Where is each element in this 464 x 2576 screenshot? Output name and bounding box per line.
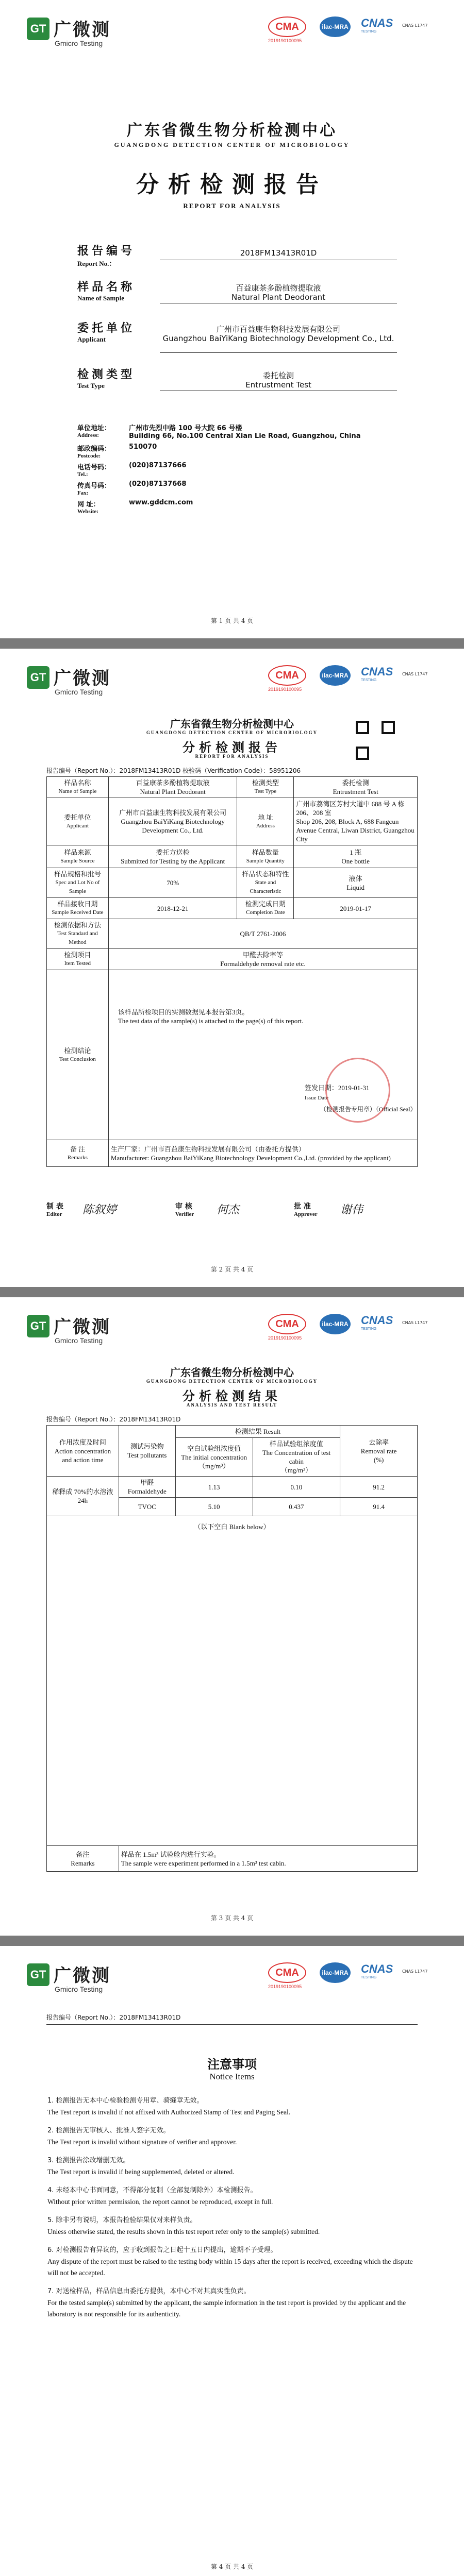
- lab-name-en: GUANGDONG DETECTION CENTER OF MICROBIOLOGY: [146, 730, 318, 735]
- approver-signature: 谢伟: [340, 1204, 363, 1216]
- page-header: [0, 1297, 464, 1354]
- cnas-number: CNAS L1747: [402, 1969, 428, 1974]
- header-action: 作用浓度及时间 Action concentration and action time: [47, 1426, 119, 1477]
- editor-label: 制 表 Editor: [46, 1202, 63, 1217]
- pollutant-cell: 甲醛 Formaldehyde: [119, 1477, 175, 1498]
- brand-name-cn: 广微测: [54, 668, 111, 689]
- list-item: 2. 检测报告无审核人、批准人签字无效。 The Test report is invalid without signature of verifier and approver.: [47, 2127, 237, 2146]
- signature-row: [46, 1201, 418, 1227]
- removal-cell: 91.4: [340, 1498, 418, 1516]
- table-row: [47, 1477, 418, 1498]
- lab-name-cn: 广东省微生物分析检测中心: [170, 718, 294, 730]
- cnas-mark: CNAS TESTING: [361, 1962, 393, 1979]
- gmicro-logo-icon: GT: [27, 1315, 49, 1337]
- issue-date-en: Issue Date: [304, 1095, 328, 1101]
- pollutant-cell: TVOC: [119, 1498, 175, 1516]
- report-title: 分析检测报告: [136, 172, 328, 198]
- ilac-mark: ilac-MRA: [320, 1314, 355, 1341]
- lab-name-cn: 广东省微生物分析检测中心: [127, 122, 337, 140]
- official-seal-note: （检测报告专用章）（Official Seal）: [320, 1106, 417, 1113]
- brand-name-cn: 广微测: [54, 20, 111, 40]
- report-title-en: REPORT FOR ANALYSIS: [195, 754, 269, 759]
- page-header: [0, 1946, 464, 2003]
- list-item: 6. 对检测报告有异议的，应于收到报告之日起十五日内提出，逾期不予受理。 Any dispute of the report must be raised to the testing body within 15 days after the report is received, exceeding which the dispute will not be accepted.: [47, 2246, 413, 2277]
- header-initial: 空白试验组浓度值 The initial concentration （mg/m³）: [175, 1438, 253, 1477]
- completion-date-value: 2019-01-17: [294, 898, 418, 919]
- gmicro-logo-icon: GT: [27, 18, 49, 40]
- results-title-en: ANALYSIS AND TEST RESULT: [186, 1402, 278, 1408]
- brand-name-cn: 广微测: [54, 1965, 111, 1986]
- applicant-label: 委托单位 Applicant: [47, 798, 109, 845]
- page-number: 第 1 页 共 4 页: [210, 617, 254, 624]
- report-number-line: 报告编号（Report No.）：2018FM13413R01D: [46, 1416, 181, 1423]
- notice-list: [47, 2095, 417, 2327]
- initial-cell: 5.10: [175, 1498, 253, 1516]
- cnas-mark: CNAS TESTING: [361, 16, 393, 33]
- list-item: 1. 检测报告无本中心检验检测专用章、骑缝章无效。 The Test report is invalid if not affixed with Authorized Stamp of Test and Paging Seal.: [47, 2097, 291, 2116]
- sample-quantity-value: 1 瓶 One bottle: [294, 845, 418, 868]
- official-seal-stamp: [325, 1058, 390, 1123]
- page-header: [0, 0, 464, 57]
- cma-mark: CMA 2019190100095: [268, 1962, 309, 1989]
- divider: [46, 2024, 418, 2025]
- brand-name-en: Gmicro Testing: [55, 1985, 103, 1993]
- lab-name-en: GUANGDONG DETECTION CENTER OF MICROBIOLOGY: [146, 1379, 318, 1384]
- tel-row: 电话号码： Tel.: (020)87137666: [77, 462, 187, 478]
- sample-source-label: 样品来源 Sample Source: [47, 845, 109, 868]
- brand-name-cn: 广微测: [54, 1317, 111, 1337]
- header-result: 检测结果 Result: [175, 1426, 340, 1438]
- sample-name-value: 百益康茶多酚植物提取液 Natural Plant Deodorant: [108, 777, 237, 798]
- item-tested-value: 甲醛去除率等 Formaldehyde removal rate etc.: [108, 949, 417, 970]
- state-value: 液体 Liquid: [294, 868, 418, 898]
- header-removal: 去除率 Removal rate (%): [340, 1426, 418, 1477]
- final-cell: 0.437: [253, 1498, 340, 1516]
- website-row: 网 址： Website: www.gddcm.com: [77, 499, 193, 515]
- brand-name-en: Gmicro Testing: [55, 39, 103, 47]
- sample-quantity-label: 样品数量 Sample Quantity: [237, 845, 294, 868]
- gmicro-logo-icon: GT: [27, 1963, 49, 1986]
- page-header: [0, 649, 464, 705]
- conclusion-cell: [108, 970, 417, 1140]
- completion-date-label: 检测完成日期 Completion Date: [237, 898, 294, 919]
- state-label: 样品状态和特性 State and Characteristic: [237, 868, 294, 898]
- report-summary-table: [46, 776, 418, 1167]
- spec-label: 样品规格和批号 Spec and Lot No of Sample: [47, 868, 109, 898]
- remarks-label: 备 注 Remarks: [47, 1140, 109, 1167]
- cma-mark: CMA 2019190100095: [268, 16, 309, 43]
- header-pollutant: 测试污染物 Test pollutants: [119, 1426, 175, 1477]
- received-date-value: 2018-12-21: [108, 898, 237, 919]
- cma-mark: CMA 2019190100095: [268, 1314, 309, 1341]
- ilac-mark: ilac-MRA: [320, 1962, 355, 1989]
- gmicro-logo-icon: GT: [27, 666, 49, 689]
- spec-value: 70%: [108, 868, 237, 898]
- conclusion-text: 该样品所检项目的实测数据见本报告第3页。 The test data of the sample(s) is attached to the page(s) of this report.: [118, 1008, 304, 1025]
- report-cover-page: GT 广微测 Gmicro Testing CMA 2019190100095 ilac-MRA CNAS TESTING CNAS L1747 广东省微生物分析检测中心 GUANGDONG DETECTION CENTER OF MICROBIOLOGY 分析检测报告 REPORT FOR ANALYSIS 报告编号 Report No.： 2018FM13413R01D 样品名称 Name of Sample 百益康茶多酚植物提取液 Natural Plant Deodorant 委托单位 Applicant 广州市百益康生物科技发展有限公司 Guangzhou BaiYiKang Biotechnology Development Co., Ltd. 检测类型 Test Type 委托检测 Entrustment Test 单位地址： Address: 广州市先烈中路 100 号大院 66 号楼 Building 66, No.100 Central Xian Lie Road, Guangzhou, China 邮政编码： Postcode: 510070 电话号码： Tel.: (020)87137666 传真号码： Fax: (020)87137668 网 址： Website: www.gddcm.com 第 1 页 共 4 页: [0, 0, 464, 638]
- lab-contact-block: [77, 422, 407, 517]
- address-value: 广州市荔湾区芳村大道中 688 号 A 栋 206、208 室 Shop 206, 208, Block A, 688 Fangcun Avenue Central, Liwan District, Guangzhou City: [294, 798, 418, 845]
- website-link[interactable]: www.gddcm.com: [129, 499, 193, 506]
- fax-row: 传真号码： Fax: (020)87137668: [77, 480, 187, 496]
- cnas-number: CNAS L1747: [402, 1320, 428, 1325]
- lab-name-cn: 广东省微生物分析检测中心: [170, 1366, 294, 1379]
- test-results-page: [0, 1297, 464, 1936]
- cma-mark: CMA 2019190100095: [268, 665, 309, 692]
- test-type-label: 检测类型 Test Type: [237, 777, 294, 798]
- test-type-value: 委托检测 Entrustment Test: [294, 777, 418, 798]
- remarks-value: 样品在 1.5m³ 试验舱内进行实验。 The sample were experiment performed in a 1.5m³ test cabin.: [119, 1846, 417, 1872]
- sample-source-value: 委托方送检 Submitted for Testing by the Applicant: [108, 845, 237, 868]
- page-number: 第 3 页 共 4 页: [210, 1914, 254, 1922]
- list-item: 7. 对送检样品，样品信息由委托方提供，本中心不对其真实性负责。 For the tested sample(s) submitted by the applicant, the sample information in the test report is provided by the applicant and the laboratory is not responsible for its authenticity.: [47, 2287, 406, 2318]
- approver-label: 批 准 Approver: [294, 1202, 318, 1217]
- test-standard-value: QB/T 2761-2006: [108, 919, 417, 949]
- postcode-row: 邮政编码： Postcode: 510070: [77, 443, 157, 459]
- remarks-value: 生产厂家：广州市百益康生物科技发展有限公司（由委托方提供） Manufacturer: Guangzhou BaiYiKang Biotechnology Development Co.,Ltd. (provided by the applicant): [108, 1140, 417, 1167]
- ilac-mark: ilac-MRA: [320, 665, 355, 692]
- results-title: 分析检测结果: [183, 1389, 281, 1403]
- page-number: 第 4 页 共 4 页: [210, 2563, 254, 2570]
- results-table: [46, 1425, 418, 1872]
- notice-page: [0, 1946, 464, 2576]
- report-summary-page: [0, 649, 464, 1287]
- verifier-label: 审 核 Verifier: [175, 1202, 194, 1217]
- cnas-mark: CNAS TESTING: [361, 665, 393, 682]
- remarks-label: 备注 Remarks: [47, 1846, 119, 1872]
- item-tested-label: 检测项目 Item Tested: [47, 949, 109, 970]
- qr-code-icon[interactable]: [356, 721, 395, 760]
- brand-name-en: Gmicro Testing: [55, 688, 103, 696]
- final-cell: 0.10: [253, 1477, 340, 1498]
- report-title-en: REPORT FOR ANALYSIS: [183, 202, 281, 210]
- list-item: 4. 未经本中心书面同意，不得部分复制（全部复制除外）本检测报告。 Without prior written permission, the report cannot be reproduced, except in full.: [47, 2187, 273, 2206]
- address-row: 单位地址： Address: 广州市先烈中路 100 号大院 66 号楼 Building 66, No.100 Central Xian Lie Road, Guangzhou, China: [77, 425, 361, 440]
- notice-title-en: Notice Items: [209, 2072, 255, 2081]
- header-final: 样品试验组浓度值 The Concentration of test cabin （mg/m³）: [253, 1438, 340, 1477]
- list-item: 5. 除非另有说明，本报告检验结果仅对来样负责。 Unless otherwise stated, the results shown in this test report refer only to the sample(s) submitted.: [47, 2216, 320, 2235]
- ilac-mark: ilac-MRA: [320, 16, 355, 43]
- report-title: 分析检测报告: [183, 740, 281, 755]
- received-date-label: 样品接收日期 Sample Received Date: [47, 898, 109, 919]
- initial-cell: 1.13: [175, 1477, 253, 1498]
- cnas-number: CNAS L1747: [402, 672, 428, 676]
- list-item: 3. 检测报告涂改增删无效。 The Test report is invalid if being supplemented, deleted or altered.: [47, 2157, 235, 2176]
- verifier-signature: 何杰: [217, 1204, 240, 1216]
- cnas-mark: CNAS TESTING: [361, 1314, 393, 1331]
- removal-cell: 91.2: [340, 1477, 418, 1498]
- issue-date: 签发日期：2019-01-31: [304, 1084, 370, 1092]
- notice-title: 注意事项: [207, 2057, 257, 2072]
- sample-name-label: 样品名称 Name of Sample: [47, 777, 109, 798]
- lab-name-en: GUANGDONG DETECTION CENTER OF MICROBIOLOGY: [114, 141, 350, 148]
- applicant-value: 广州市百益康生物科技发展有限公司 Guangzhou BaiYiKang Biotechnology Development Co., Ltd.: [108, 798, 237, 845]
- cnas-number: CNAS L1747: [402, 23, 428, 28]
- test-standard-label: 检测依据和方法 Test Standard and Method: [47, 919, 109, 949]
- page-number: 第 2 页 共 4 页: [210, 1266, 254, 1273]
- condition-cell: 稀释成 70%的水溶液 24h: [47, 1477, 119, 1516]
- address-label: 地 址 Address: [237, 798, 294, 845]
- conclusion-label: 检测结论 Test Conclusion: [47, 970, 109, 1140]
- brand-name-en: Gmicro Testing: [55, 1336, 103, 1345]
- editor-signature: 陈叙婷: [82, 1204, 117, 1216]
- blank-below: （以下空白 Blank below）: [47, 1516, 418, 1846]
- report-number-line: 报告编号（Report No.）：2018FM13413R01D 校验码（Verification Code）：58951206: [46, 767, 301, 774]
- report-number-line: 报告编号（Report No.）：2018FM13413R01D: [46, 2014, 181, 2021]
